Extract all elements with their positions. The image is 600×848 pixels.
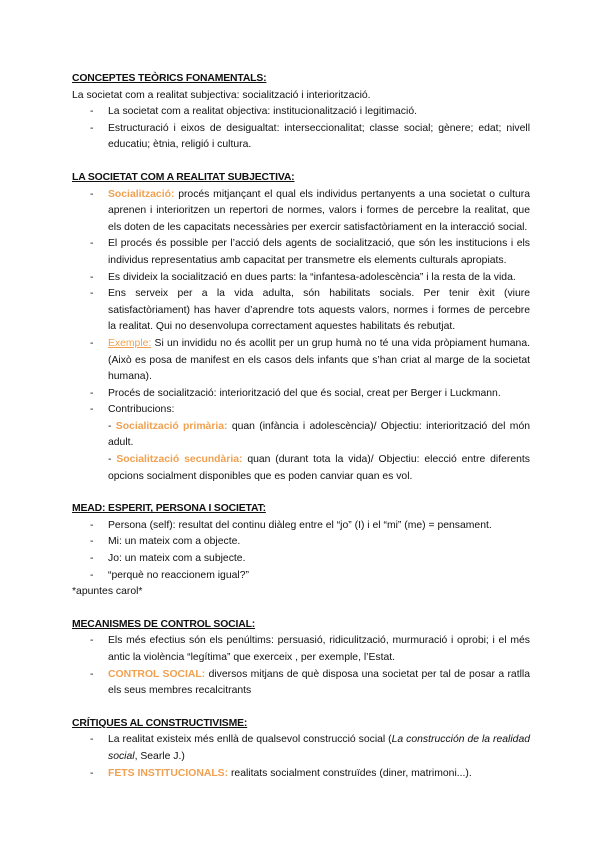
- list-item: - Ens serveix per a la vida adulta, són habilitats socials. Per tenir èxit (viure satisfactòriament) has haver d’aprendre tots aquests valors, normes i formes de percebre la realitat. Qui no desenvolupa correctament aquestes habilitats és rebutjat.: [72, 286, 530, 336]
- section-heading-critiques: CRÍTIQUES AL CONSTRUCTIVISME:: [72, 717, 248, 729]
- term-socialitzacio-secundaria: Socialització secundària:: [116, 454, 243, 466]
- item-text: quan (durant tota la vida)/ Objectiu: elecció entre diferents opcions socialment disponibles que es poden canviar quan es vol.: [108, 454, 530, 482]
- list-item: - Procés de socialització: interiorització del que és social, creat per Berger i Luckmann.: [72, 386, 530, 403]
- term-control-social: CONTROL SOCIAL:: [108, 668, 206, 680]
- list-conceptes: [72, 104, 530, 154]
- list-item: - Mi: un mateix com a objecte.: [72, 534, 530, 551]
- section-heading-mead: MEAD: ESPERIT, PERSONA I SOCIETAT:: [72, 503, 266, 515]
- list-item: - “perquè no reaccionem igual?”: [72, 568, 530, 585]
- item-text: realitats socialment construïdes (diner, matrimoni...).: [228, 767, 472, 779]
- list-item: [72, 336, 530, 386]
- list-item: [72, 766, 530, 783]
- list-critiques: [72, 732, 530, 782]
- item-text: diversos mitjans de què disposa una societat per tal de posar a ratlla els seus membres recalcitrants: [108, 668, 530, 697]
- book-title: La construcción de la realidad social: [108, 734, 530, 762]
- list-item: [72, 667, 530, 700]
- item-text: quan (infància i adolescència)/ Objectiu: interiorització del món adult.: [108, 420, 531, 449]
- list-item: [72, 732, 530, 765]
- list-item: - La societat com a realitat objectiva: institucionalització i legitimació.: [72, 104, 530, 121]
- list-mead: [72, 518, 530, 584]
- list-item: - Els més efectius són els penúltims: persuasió, ridiculització, murmuració i oprobi; i el més antic la violència “legítima” que exerceix , per exemple, l’Estat.: [72, 633, 530, 666]
- list-item: [72, 187, 530, 237]
- term-exemple: Exemple:: [108, 337, 152, 349]
- item-text: , Searle J.): [134, 750, 185, 762]
- note-apuntes: *apuntes carol*: [72, 586, 143, 598]
- term-fets-institucionals: FETS INSTITUCIONALS:: [108, 767, 229, 779]
- list-item: - Persona (self): resultat del continu diàleg entre el “jo” (I) i el “mi” (me) = pensament.: [72, 518, 530, 535]
- list-control-social: [72, 633, 530, 699]
- term-socialitzacio: Socialització:: [108, 188, 175, 200]
- item-text: - Contribucions:: [108, 404, 175, 416]
- section-heading-control-social: MECANISMES DE CONTROL SOCIAL:: [72, 618, 256, 630]
- term-socialitzacio-primaria: Socialització primària:: [115, 420, 228, 432]
- sub-dash: -: [108, 420, 116, 432]
- sub-dash: -: [108, 454, 117, 466]
- sub-item-secundaria: [108, 452, 530, 485]
- item-text: procés mitjançant el qual els individus pertanyents a una societat o cultura aprenen i interioritzen un repertori de normes, valors i formes de percebre la realitat, que els doten de les capacitats necessàries per exercir satisfactòriament en la interacció social.: [108, 188, 530, 233]
- list-item: - Jo: un mateix com a subjecte.: [72, 551, 530, 568]
- list-item: - El procés és possible per l’acció dels agents de socialització, que són les institucions i els individus representatius amb capacitat per transmetre els elements culturals apropiats.: [72, 236, 530, 269]
- section-heading-societat-subjectiva: LA SOCIETAT COM A REALITAT SUBJECTIVA:: [72, 171, 295, 183]
- list-societat-subjectiva: [72, 187, 530, 486]
- sub-item-primaria: [108, 419, 530, 452]
- item-text: Si un invididu no és acollit per un grup humà no té una vida pròpiament humana. (Això es posa de manifest en els casos dels infants que s’han criat al marge de la societat humana).: [108, 337, 530, 383]
- list-item: - Es divideix la socialització en dues parts: la “infantesa-adolescència” i la resta de la vida.: [72, 270, 530, 287]
- document-content: [72, 71, 530, 782]
- item-text: La realitat existeix més enllà de qualsevol construcció social (: [108, 734, 392, 746]
- list-item: [72, 402, 530, 485]
- list-item: - Estructuració i eixos de desigualtat: interseccionalitat; classe social; gènere; edat; nivell educatiu; ètnia, religió i cultura.: [72, 121, 530, 154]
- section-heading-conceptes: CONCEPTES TEÒRICS FONAMENTALS:: [72, 73, 267, 84]
- intro-line: La societat com a realitat subjectiva: socialització i interiorització.: [72, 89, 371, 101]
